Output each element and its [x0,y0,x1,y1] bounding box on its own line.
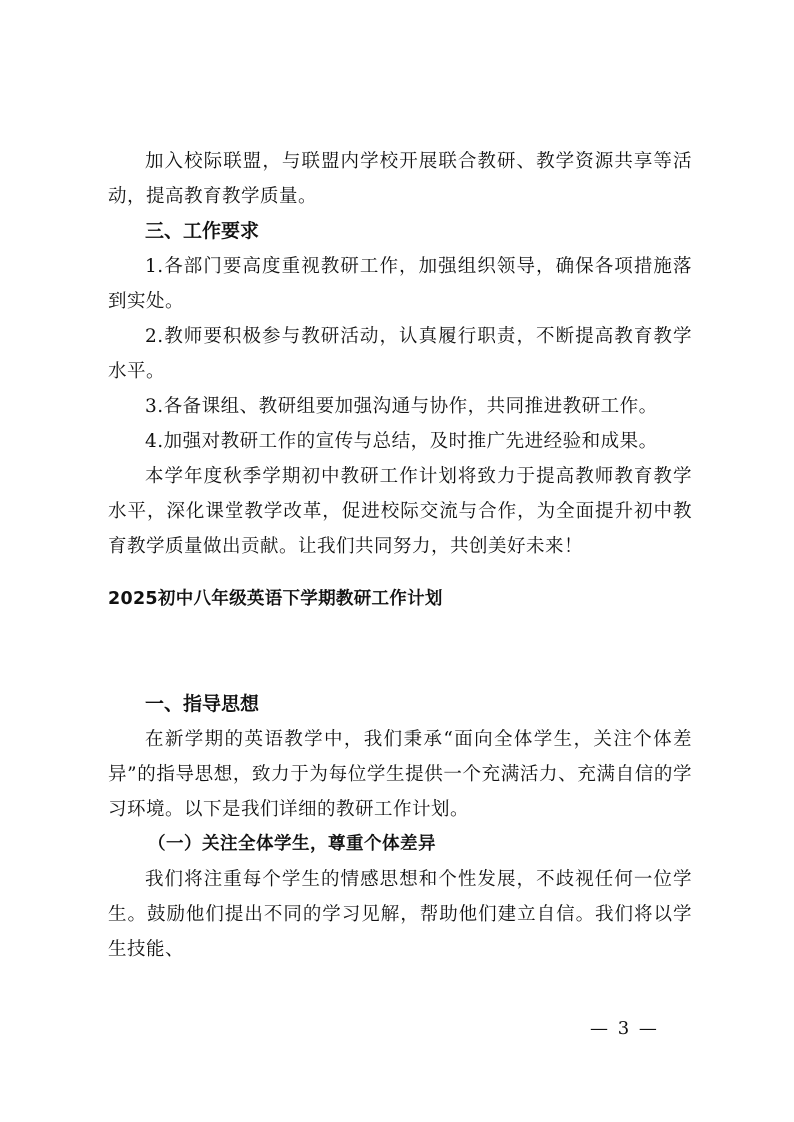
requirement-item-3: 3.各备课组、教研组要加强沟通与协作，共同推进教研工作。 [145,396,658,417]
heading-work-requirements: 三、工作要求 [145,220,260,242]
spacer [108,564,692,582]
paragraph-school-alliance: 加入校际联盟，与联盟内学校开展联合教研、教学资源共享等活动，提高教育教学质量。 [108,151,692,207]
section-title-english-plan: 2025初中八年级英语下学期教研工作计划 [108,589,443,609]
paragraph-student-development: 我们将注重每个学生的情感思想和个性发展，不歧视任何一位学生。鼓励他们提出不同的学习见解，帮助他们建立自信。我们将以学生技能、 [108,869,692,960]
subheading-focus-all-students: （一）关注全体学生，尊重个体差异 [148,834,436,854]
heading-guiding-ideology: 一、指导思想 [145,693,260,715]
page-body [108,144,692,967]
paragraph-guiding-ideology: 在新学期的英语教学中，我们秉承“面向全体学生，关注个体差异”的指导思想，致力于为每位学生提供一个充满活力、充满自信的学习环境。以下是我们详细的教研工作计划。 [108,729,692,820]
spacer [108,617,692,687]
paragraph-summary: 本学年度秋季学期初中教研工作计划将致力于提高教师教育教学水平，深化课堂教学改革，促进校际交流与合作，为全面提升初中教育教学质量做出贡献。让我们共同努力，共创美好未来！ [108,466,692,557]
requirement-item-4: 4.加强对教研工作的宣传与总结，及时推广先进经验和成果。 [145,431,658,452]
requirement-item-2: 2.教师要积极参与教研活动，认真履行职责，不断提高教育教学水平。 [108,326,692,382]
page-number: — 3 — [590,1018,659,1039]
requirement-item-1: 1.各部门要高度重视教研工作，加强组织领导，确保各项措施落到实处。 [108,256,692,312]
